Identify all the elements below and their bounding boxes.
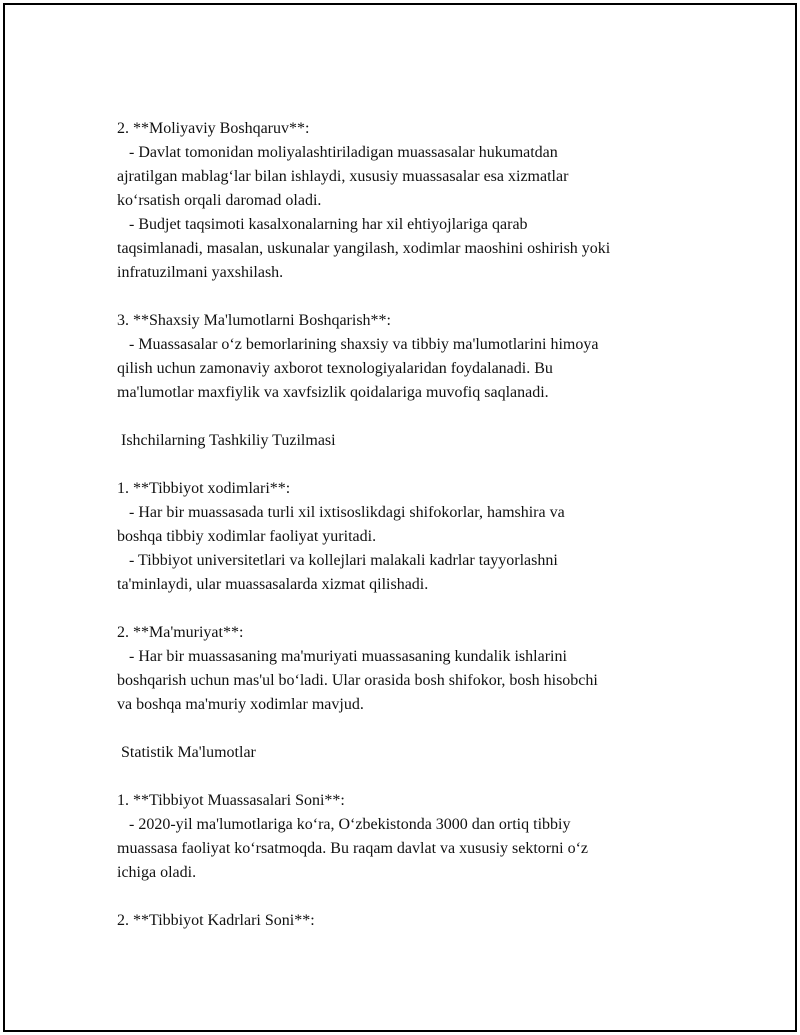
paragraph-line: boshqarish uchun mas'ul bo‘ladi. Ular orasida bosh shifokor, bosh hisobchi [117, 672, 598, 689]
paragraph-line: infratuzilmani yaxshilash. [117, 264, 284, 281]
blank-line [117, 717, 697, 741]
paragraph-line: ma'lumotlar maxfiylik va xavfsizlik qoidalariga muvofiq saqlanadi. [117, 384, 549, 401]
paragraph-line: - Muassasalar o‘z bemorlarining shaxsiy va tibbiy ma'lumotlarini himoya [117, 336, 599, 353]
list-item-heading: 1. **Tibbiyot Muassasalari Soni**: [117, 792, 345, 809]
list-item-heading: 3. **Shaxsiy Ma'lumotlarni Boshqarish**: [117, 312, 391, 329]
paragraph-line: va boshqa ma'muriy xodimlar mavjud. [117, 696, 364, 713]
blank-line [117, 597, 697, 621]
paragraph-line: - Har bir muassasada turli xil ixtisoslikdagi shifokorlar, hamshira va [117, 504, 565, 521]
blank-line [117, 453, 697, 477]
paragraph-line: taqsimlanadi, masalan, uskunalar yangilash, xodimlar maoshini oshirish yoki [117, 240, 611, 257]
paragraph-line: muassasa faoliyat ko‘rsatmoqda. Bu raqam davlat va xususiy sektorni o‘z [117, 840, 588, 857]
paragraph-line: ichiga oladi. [117, 864, 197, 881]
paragraph-line: boshqa tibbiy xodimlar faoliyat yuritadi. [117, 528, 377, 545]
blank-line [117, 765, 697, 789]
paragraph-line: - Tibbiyot universitetlari va kollejlari malakali kadrlar tayyorlashni [117, 552, 558, 569]
document-body [117, 117, 697, 933]
paragraph-line: - 2020-yil ma'lumotlariga ko‘ra, O‘zbekistonda 3000 dan ortiq tibbiy [117, 816, 571, 833]
paragraph-line: - Budjet taqsimoti kasalxonalarning har xil ehtiyojlariga qarab [117, 216, 528, 233]
paragraph-line: ajratilgan mablag‘lar bilan ishlaydi, xususiy muassasalar esa xizmatlar [117, 168, 569, 185]
section-heading: Statistik Ma'lumotlar [117, 744, 256, 761]
list-item-heading: 2. **Moliyaviy Boshqaruv**: [117, 120, 310, 137]
paragraph-line: - Har bir muassasaning ma'muriyati muassasaning kundalik ishlarini [117, 648, 567, 665]
list-item-heading: 2. **Tibbiyot Kadrlari Soni**: [117, 912, 315, 929]
blank-line [117, 885, 697, 909]
blank-line [117, 405, 697, 429]
blank-line [117, 285, 697, 309]
list-item-heading: 1. **Tibbiyot xodimlari**: [117, 480, 291, 497]
paragraph-line: ta'minlaydi, ular muassasalarda xizmat qilishadi. [117, 576, 429, 593]
paragraph-line: ko‘rsatish orqali daromad oladi. [117, 192, 322, 209]
paragraph-line: - Davlat tomonidan moliyalashtiriladigan muassasalar hukumatdan [117, 144, 558, 161]
list-item-heading: 2. **Ma'muriyat**: [117, 624, 244, 641]
paragraph-line: qilish uchun zamonaviy axborot texnologiyalaridan foydalanadi. Bu [117, 360, 553, 377]
section-heading: Ishchilarning Tashkiliy Tuzilmasi [117, 432, 336, 449]
